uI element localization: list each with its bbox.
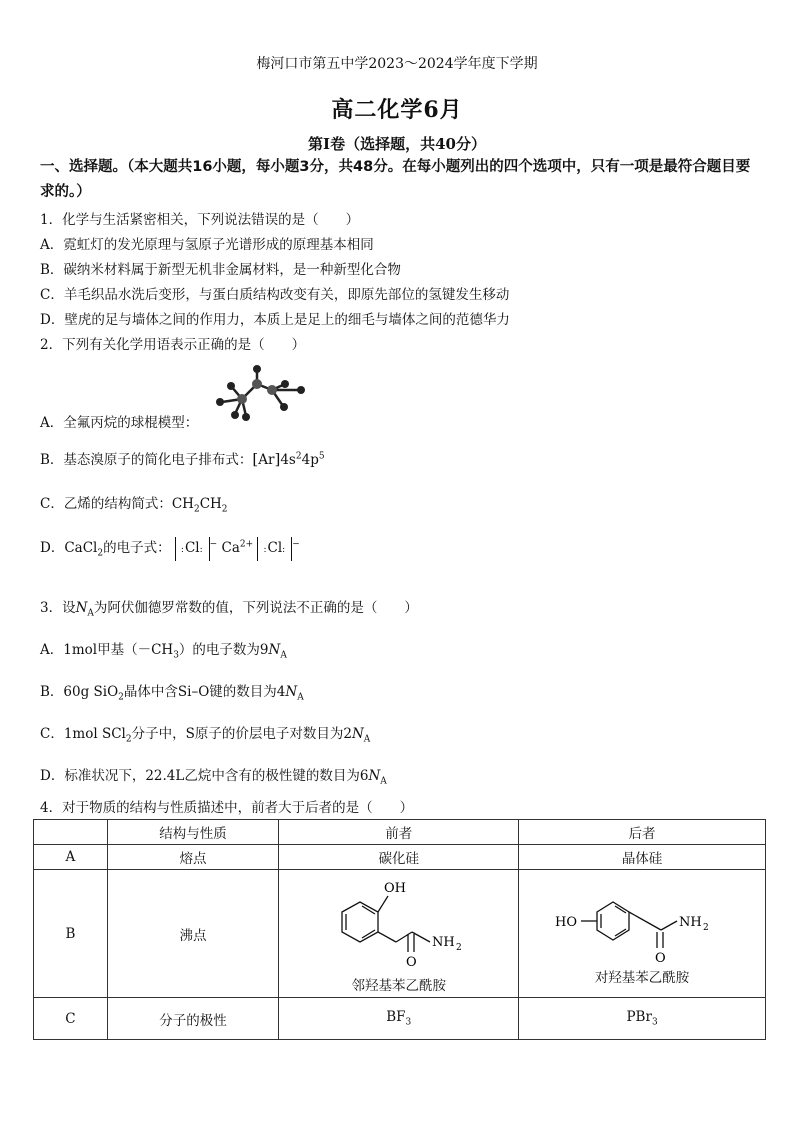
q2-option-c: C．乙烯的结构简式：$CH_2CH_2$ (40, 496, 228, 515)
para-hydroxyphenylacetamide-structure (547, 882, 737, 966)
q3-option-d: D．标准状况下，22.4L乙烷中含有的极性键的数目为$6N_A$ (40, 768, 387, 787)
q1-option-b: B．碳纳米材料属于新型无机非金属材料，是一种新型化合物 (40, 262, 401, 278)
q1-option-d: D．壁虎的足与墙体之间的作用力，本质上是足上的细毛与墙体之间的范德华力 (40, 312, 510, 328)
chloride-ion-left: :Cl: (175, 537, 210, 561)
former-name: 邻羟基苯乙酰胺 (351, 977, 446, 994)
property-cell: 分子的极性 (107, 998, 279, 1040)
q3-stem: 3．设$N_A$为阿伏伽德罗常数的值，下列说法不正确的是（ ） (40, 600, 418, 619)
ball-stick-model-image (205, 362, 310, 428)
latter-name: 对羟基苯乙酰胺 (594, 969, 690, 986)
nh2-label: NH (679, 914, 702, 930)
nh2-label: NH (431, 934, 455, 950)
table-header-row (34, 820, 766, 845)
q1-stem: 1．化学与生活紧密相关，下列说法错误的是（ ） (40, 212, 360, 228)
row-label: A (34, 845, 108, 870)
q3-option-c: C．1mol SCl$_2$分子中，S原子的价层电子对数目为$2N_A$ (40, 726, 371, 745)
latter-cell (519, 870, 766, 998)
latter-cell: PBr$_3$ (519, 998, 766, 1040)
q2-option-d: D．CaCl$_2$的电子式： :Cl:− $Ca^{2+}$ :Cl:− (40, 536, 300, 561)
table-header-cell: 后者 (519, 820, 766, 845)
ortho-hydroxyphenylacetamide-structure (304, 874, 494, 974)
section-heading: 一、选择题。（本大题共16小题，每小题3分，共48分。在每小题列出的四个选项中，只有一项是最符合题目要求的。） (40, 159, 751, 200)
q3-option-b: B．60g SiO$_2$晶体中含Si–O键的数目为$4N_A$ (40, 684, 304, 703)
property-cell: 熔点 (107, 845, 279, 870)
former-cell: $BF_3$ (279, 998, 519, 1040)
o-label: O (405, 954, 417, 970)
table-row (34, 870, 766, 998)
o-label: O (655, 950, 666, 966)
q2-stem: 2．下列有关化学用语表示正确的是（ ） (40, 337, 306, 353)
former-cell (279, 870, 519, 998)
page-title: 高二化学6月 (331, 97, 463, 123)
comparison-table (33, 819, 766, 1040)
q4-stem: 4．对于物质的结构与性质描述中，前者大于后者的是（ ） (40, 800, 414, 816)
q2-option-a: A．全氟丙烷的球棍模型： (40, 415, 199, 431)
table-header-cell: 前者 (279, 820, 519, 845)
chloride-ion-right: :Cl: (257, 537, 292, 561)
table-header-cell: 结构与性质 (107, 820, 279, 845)
table-row (34, 998, 766, 1040)
ho-label: HO (555, 914, 578, 930)
row-label: C (34, 998, 108, 1040)
table-header-cell (34, 820, 108, 845)
q2-option-b: B．基态溴原子的简化电子排布式：$[Ar]4s^24p^5$ (40, 450, 325, 468)
svg-text:2: 2 (455, 942, 462, 953)
exam-header: 梅河口市第五中学2023～2024学年度下学期 (256, 56, 538, 72)
part-title: 第Ⅰ卷（选择题，共40分） (308, 135, 486, 153)
q1-option-a: A．霓虹灯的发光原理与氢原子光谱形成的原理基本相同 (40, 237, 374, 253)
property-cell: 沸点 (107, 870, 279, 998)
svg-text:2: 2 (703, 922, 709, 933)
row-label: B (34, 870, 108, 998)
oh-label: OH (383, 880, 406, 896)
q3-option-a: A．1mol甲基$(-CH_3)$的电子数为$9N_A$ (40, 642, 287, 661)
q1-option-c: C．羊毛织品水洗后变形，与蛋白质结构改变有关，即原先部位的氢键发生移动 (40, 287, 510, 303)
latter-cell: 晶体硅 (519, 845, 766, 870)
table-row (34, 845, 766, 870)
former-cell: 碳化硅 (279, 845, 519, 870)
